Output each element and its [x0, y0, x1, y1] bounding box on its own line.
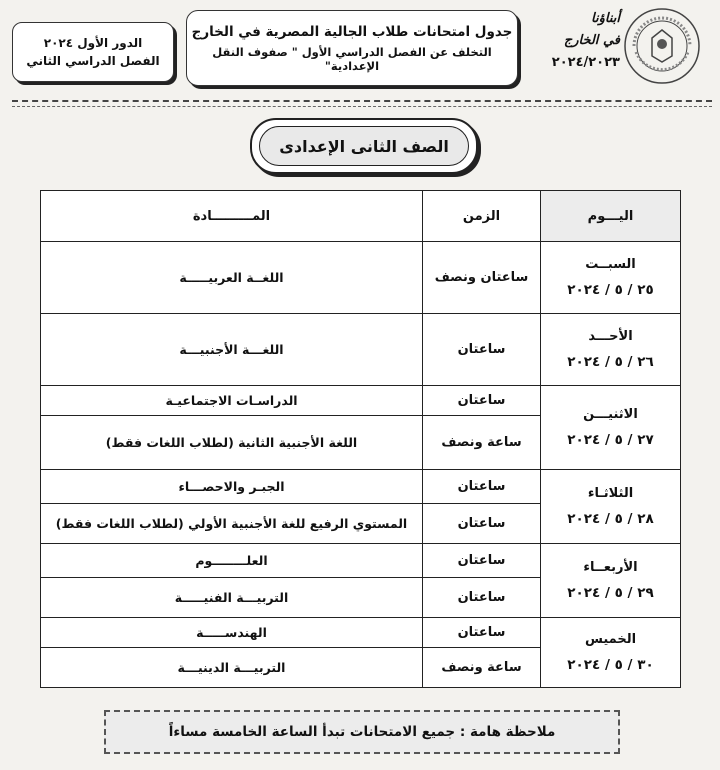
- document-title: جدول امتحانات طلاب الجالية المصرية في الخارج: [191, 23, 513, 40]
- day-cell: [541, 314, 681, 386]
- duration-cell: ساعتان: [423, 470, 541, 504]
- grade-banner: [250, 118, 478, 174]
- subject-cell: اللغـــة الأجنبيـــة: [41, 314, 423, 386]
- subject-cell: التربيـــة الفنيـــــة: [41, 578, 423, 618]
- day-name: الأربعــاء: [583, 560, 638, 575]
- duration-cell: ساعتان: [423, 504, 541, 544]
- table-row: [41, 470, 681, 504]
- subject-cell: اللغة الأجنبية الثانية (لطلاب اللغات فقط): [41, 416, 423, 470]
- duration-cell: ساعتان ونصف: [423, 242, 541, 314]
- column-header-duration: الزمن: [423, 191, 541, 242]
- table-row: [41, 314, 681, 386]
- exam-date: ٢٨ / ٥ / ٢٠٢٤: [567, 511, 654, 527]
- exam-date: ٢٧ / ٥ / ٢٠٢٤: [567, 432, 654, 448]
- exam-date: ٢٥ / ٥ / ٢٠٢٤: [567, 282, 654, 298]
- header-divider-secondary: [12, 106, 712, 107]
- table-row: [41, 386, 681, 416]
- exam-date: ٣٠ / ٥ / ٢٠٢٤: [567, 657, 654, 673]
- subject-cell: العلــــــــوم: [41, 544, 423, 578]
- table-row: [41, 618, 681, 648]
- exam-date: ٢٦ / ٥ / ٢٠٢٤: [567, 354, 654, 370]
- table-row: [41, 242, 681, 314]
- subject-cell: الدراسـات الاجتماعيـة: [41, 386, 423, 416]
- exam-date: ٢٩ / ٥ / ٢٠٢٤: [567, 585, 654, 601]
- exam-schedule-table: [40, 190, 681, 688]
- round-info-box: [12, 22, 174, 82]
- column-header-subject: المـــــــــادة: [41, 191, 423, 242]
- document-subtitle: التخلف عن الفصل الدراسي الأول " صفوف النقل الإعدادية": [212, 44, 492, 73]
- table-header-row: [41, 191, 681, 242]
- day-name: الخميس: [584, 632, 637, 647]
- subject-cell: الجبـر والاحصـــاء: [41, 470, 423, 504]
- duration-cell: ساعتان: [423, 578, 541, 618]
- academic-year: ٢٠٢٤/٢٠٢٣: [551, 55, 620, 70]
- grade-title: الصف الثانى الإعدادى: [259, 126, 469, 166]
- day-name: الأحـــد: [588, 329, 633, 344]
- abroad-label: [520, 8, 620, 88]
- ministry-seal-icon: [622, 6, 702, 86]
- term-label: الفصل الدراسي الثاني: [26, 54, 160, 68]
- day-name: الاثنيـــن: [583, 407, 638, 422]
- subject-cell: الهندســـــة: [41, 618, 423, 648]
- abroad-line-2: في الخارج: [563, 33, 620, 48]
- duration-cell: ساعة ونصف: [423, 648, 541, 688]
- day-cell: [541, 386, 681, 470]
- column-header-day: اليـــوم: [541, 191, 681, 242]
- day-cell: [541, 242, 681, 314]
- subject-cell: المستوي الرفيع للغة الأجنبية الأولي (لطلاب اللغات فقط): [41, 504, 423, 544]
- abroad-line-1: أبناؤنا: [591, 11, 620, 26]
- subject-cell: اللغــة العربيـــــة: [41, 242, 423, 314]
- day-name: السبــت: [585, 257, 636, 272]
- subject-cell: التربيـــة الدينيـــة: [41, 648, 423, 688]
- day-cell: [541, 544, 681, 618]
- day-cell: [541, 618, 681, 688]
- header-divider: [12, 100, 712, 102]
- duration-cell: ساعتان: [423, 386, 541, 416]
- day-cell: [541, 470, 681, 544]
- table-row: [41, 544, 681, 578]
- duration-cell: ساعة ونصف: [423, 416, 541, 470]
- duration-cell: ساعتان: [423, 618, 541, 648]
- day-name: الثلاثـاء: [587, 486, 634, 501]
- round-label: الدور الأول ٢٠٢٤: [43, 36, 143, 50]
- title-box: [186, 10, 518, 86]
- duration-cell: ساعتان: [423, 544, 541, 578]
- page-edge-marks: [710, 0, 718, 770]
- duration-cell: ساعتان: [423, 314, 541, 386]
- important-note: ملاحظة هامة : جميع الامتحانات تبدأ الساعة الخامسة مساءاً: [104, 710, 620, 754]
